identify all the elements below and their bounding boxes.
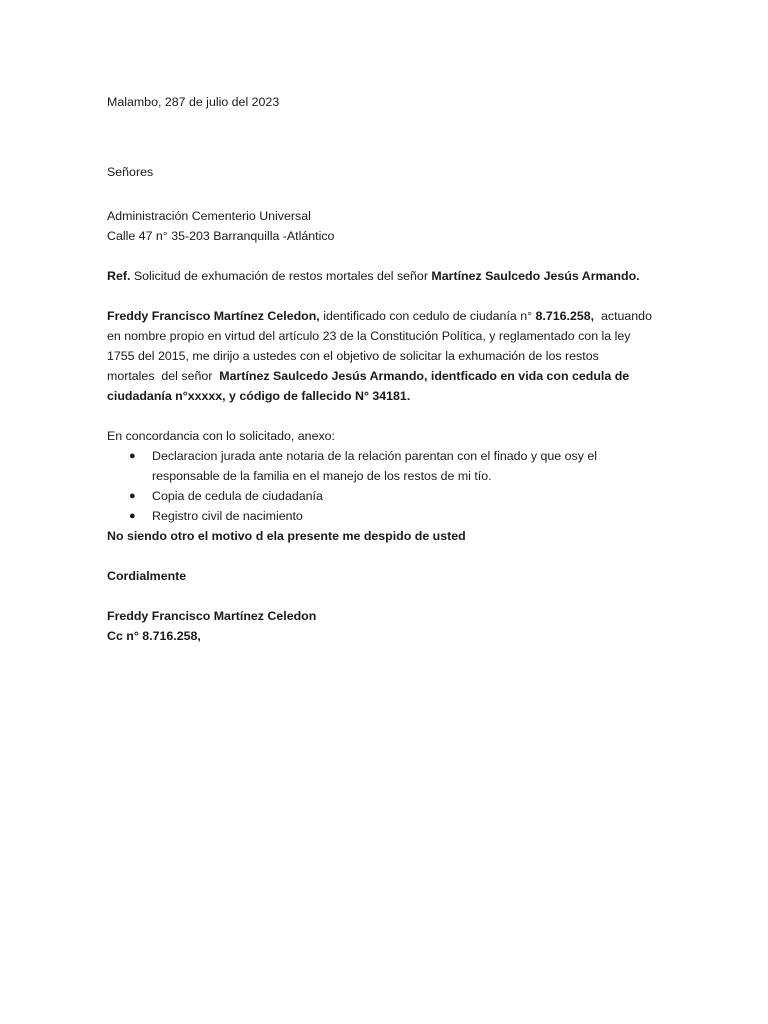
letter-body — [107, 92, 652, 646]
body-line-1 — [107, 306, 652, 326]
signature-name: Freddy Francisco Martínez Celedon — [107, 609, 317, 623]
bullet-icon: ● — [129, 490, 136, 502]
body-line-5: ciudadanía n°xxxxx, y código de fallecido N° 34181. — [107, 389, 411, 403]
recipient-name: Administración Cementerio Universal — [107, 209, 311, 223]
body-line-2: en nombre propio en virtud del artículo 23 de la Constitución Política, y reglamentado con la ley — [107, 329, 631, 343]
signature-id: Cc n° 8.716.258, — [107, 629, 201, 643]
body-text-4b: Martínez Saulcedo Jesús Armando, identficado en vida con cedula de — [219, 369, 630, 383]
body-line-4 — [107, 366, 647, 386]
recipient-block — [107, 206, 647, 246]
bullet-icon: ● — [129, 450, 136, 462]
closing-line: No siendo otro el motivo d ela presente me despido de usted — [107, 529, 466, 543]
list-item — [107, 446, 647, 486]
reference-line — [107, 266, 647, 286]
reference-person: Martínez Saulcedo Jesús Armando. — [431, 269, 640, 283]
date-line: Malambo, 287 de julio del 2023 — [107, 95, 280, 109]
bullet-icon: ● — [129, 510, 136, 522]
salutation: Señores — [107, 165, 154, 179]
annex-item-text: Copia de cedula de ciudadanía — [152, 489, 323, 503]
body-text-1: identificado con cedulo de ciudanía n° — [319, 309, 536, 323]
farewell: Cordialmente — [107, 569, 187, 583]
recipient-address: Calle 47 n° 35-203 Barranquilla -Atlántico — [107, 229, 335, 243]
reference-prefix: Ref. — [107, 269, 131, 283]
applicant-id: 8.716.258, — [535, 309, 595, 323]
signature-block — [107, 606, 647, 646]
body-paragraph — [107, 306, 652, 406]
annex-item-text-cont: responsable de la familia en el manejo de los restos de mi tío. — [152, 469, 492, 483]
annex-item-text: Declaracion jurada ante notaria de la relación parentan con el finado y que osy el — [152, 449, 597, 463]
annex-list — [107, 446, 647, 526]
body-text-4a: mortales del señor — [107, 369, 220, 383]
applicant-name: Freddy Francisco Martínez Celedon, — [107, 309, 320, 323]
annex-item-text: Registro civil de nacimiento — [152, 509, 303, 523]
annex-intro: En concordancia con lo solicitado, anexo: — [107, 429, 335, 443]
body-text-1b: actuando — [594, 309, 652, 323]
body-line-3: 1755 del 2015, me dirijo a ustedes con el objetivo de solicitar la exhumación de los restos — [107, 349, 599, 363]
reference-text: Solicitud de exhumación de restos mortales del señor — [130, 269, 432, 283]
list-item — [107, 486, 647, 506]
list-item — [107, 506, 647, 526]
